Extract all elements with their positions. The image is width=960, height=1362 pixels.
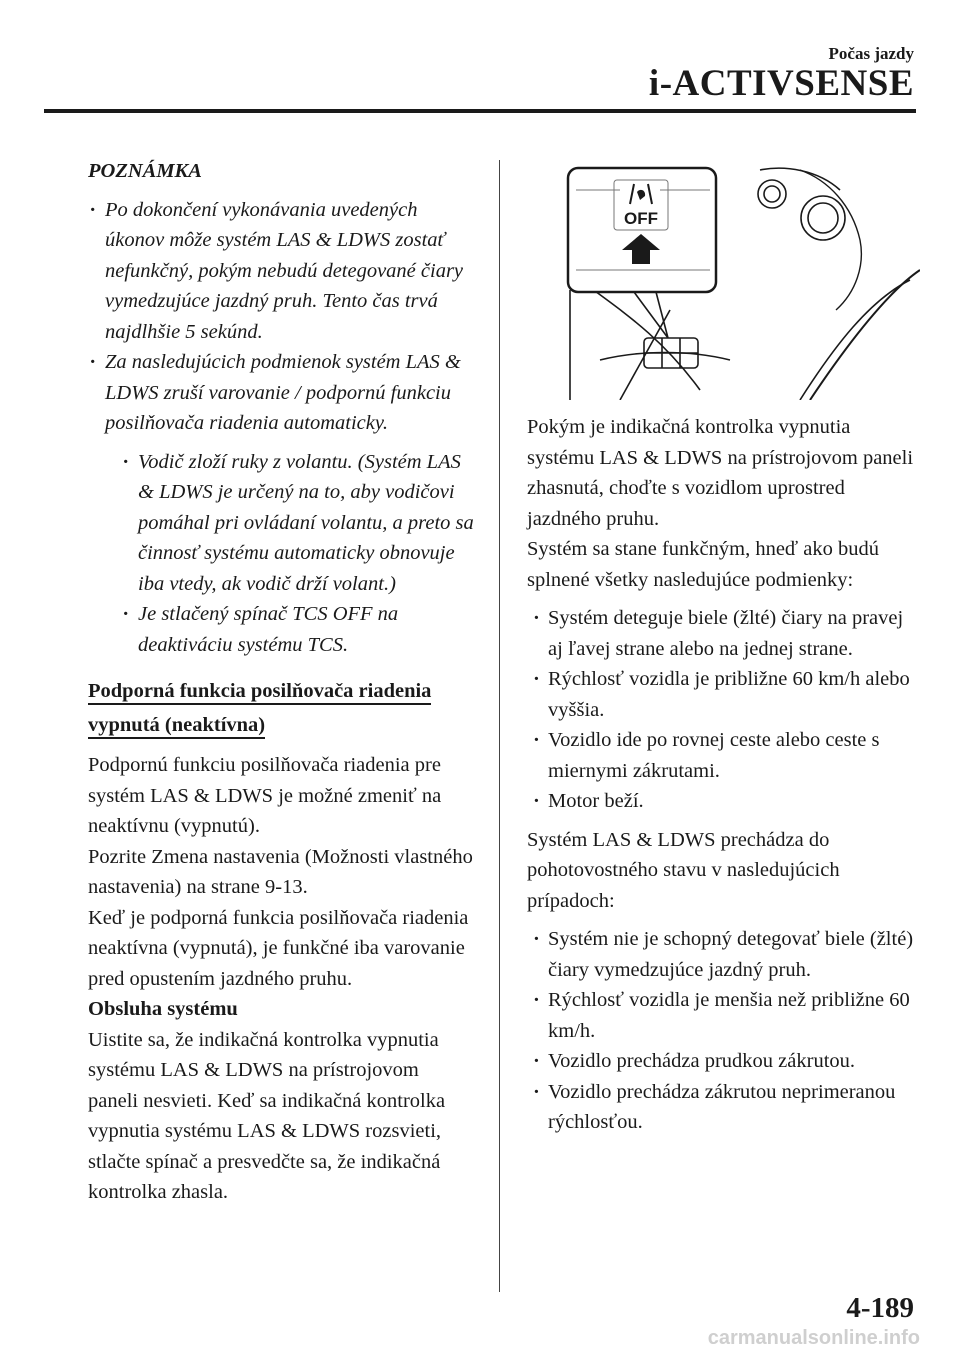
section-header: Počas jazdy — [828, 44, 914, 63]
note-subitem: · Je stlačený spínač TCS OFF na deaktiváciu systému TCS. — [121, 599, 474, 660]
note-item — [88, 347, 474, 660]
section-title — [88, 674, 474, 742]
dashboard-switch-illustration — [560, 160, 920, 400]
note-item-text: Za nasledujúcich podmienok systém LAS & LDWS zruší varovanie / podpornú funkciu posilňovača riadenia automaticky. — [105, 351, 461, 434]
list-item: · Vozidlo prechádza zákrutou neprimeranou rýchlosťou. — [531, 1077, 919, 1138]
note-heading: POZNÁMKA — [88, 160, 202, 182]
list-item: · Systém nie je schopný detegovať biele (žlté) čiary vymedzujúce jazdný pruh. — [531, 924, 919, 985]
list-item: · Vozidlo ide po rovnej ceste alebo ceste s miernymi zákrutami. — [531, 725, 919, 786]
list-item: · Rýchlosť vozidla je menšia než približne 60 km/h. — [531, 985, 919, 1046]
subheading: Obsluha systému — [88, 998, 238, 1020]
note-item: · Po dokončení vykonávania uvedených úkonov môže systém LAS & LDWS zostať nefunkčný, pokým nebudú detegované čiary vymedzujúce jazdný pruh. Tento čas trvá najdlhšie 5 sekúnd. — [88, 195, 474, 348]
paragraph: Systém LAS & LDWS prechádza do pohotovostného stavu v nasledujúcich prípadoch: — [527, 828, 840, 912]
paragraph: Podpornú funkciu posilňovača riadenia pre systém LAS & LDWS je možné zmeniť na neaktívnu (vypnutú). — [88, 754, 442, 837]
paragraph: Pozrite Zmena nastavenia (Možnosti vlastného nastavenia) na strane 9-13. — [88, 845, 473, 898]
list-item: · Rýchlosť vozidla je približne 60 km/h alebo vyššia. — [531, 664, 919, 725]
page-number: 4-189 — [846, 1292, 914, 1324]
paragraph: Uistite sa, že indikačná kontrolka vypnutia systému LAS & LDWS na prístrojovom paneli nesvieti. Keď sa indikačná kontrolka vypnutia systému LAS & LDWS rozsvieti, stlačte spínač a presvedčte sa, že indikačná kontrolka zhasla. — [88, 1028, 446, 1203]
list-item: · Vozidlo prechádza prudkou zákrutou. — [531, 1046, 919, 1077]
list-item: · Motor beží. — [531, 786, 919, 817]
standby-list — [531, 924, 919, 1138]
note-list — [88, 195, 474, 661]
right-column — [527, 412, 919, 1146]
section-title-text: Podporná funkcia posilňovača riadenia vypnutá (neaktívna) — [88, 680, 431, 739]
note-subitem: · Vodič zloží ruky z volantu. (Systém LAS & LDWS je určený na to, aby vodičovi pomáhal pri ovládaní volantu, a preto sa činnosť systému automaticky obnovuje iba vtedy, ak vodič drží volant.) — [121, 447, 474, 600]
conditions-list — [531, 603, 919, 817]
note-sublist — [121, 447, 474, 661]
list-item: · Systém deteguje biele (žlté) čiary na pravej aj ľavej strane alebo na jednej strane. — [531, 603, 919, 664]
watermark: carmanualsonline.info — [707, 1327, 920, 1349]
paragraph: Keď je podporná funkcia posilňovača riadenia neaktívna (vypnutá), je funkčné iba varovanie pred opustením jazdného pruhu. — [88, 906, 469, 990]
off-button-label: OFF — [624, 209, 658, 228]
column-divider — [499, 160, 500, 1292]
paragraph: Pokým je indikačná kontrolka vypnutia systému LAS & LDWS na prístrojovom paneli zhasnutá, choďte s vozidlom uprostred jazdného pruhu. — [527, 416, 914, 530]
paragraph: Systém sa stane funkčným, hneď ako budú splnené všetky nasledujúce podmienky: — [527, 538, 880, 591]
chapter-title: i-ACTIVSENSE — [648, 63, 914, 104]
left-column — [88, 156, 474, 1208]
header-rule — [44, 109, 916, 113]
